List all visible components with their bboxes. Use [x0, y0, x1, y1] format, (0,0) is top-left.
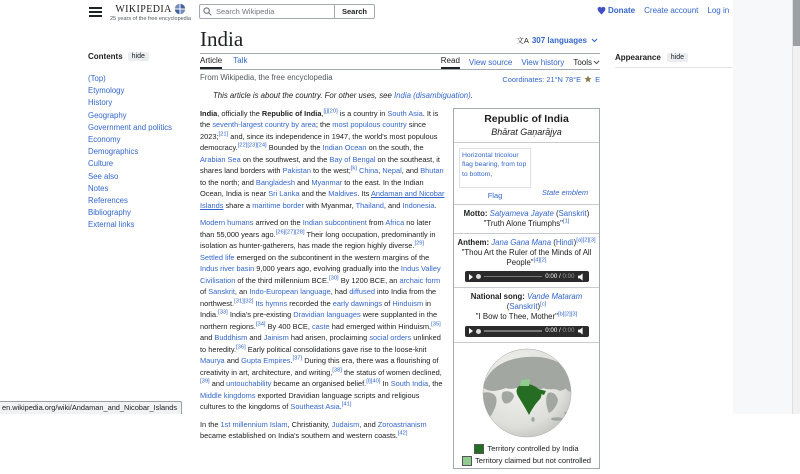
text-run: is a country in — [337, 108, 388, 118]
state-emblem-link[interactable]: State emblem — [541, 187, 589, 197]
text-run: with Myanmar, — [303, 200, 356, 210]
wiki-link[interactable]: most populous country — [332, 120, 407, 129]
wiki-link[interactable]: early dawnings — [332, 298, 383, 308]
wiki-link[interactable]: Middle kingdoms — [200, 390, 256, 400]
wiki-link[interactable]: Gupta Empires — [241, 356, 291, 365]
wiki-link[interactable]: South India — [390, 379, 429, 388]
text-run: ( — [553, 208, 559, 218]
legend-swatch-controlled — [474, 444, 484, 454]
text-run: In — [380, 379, 391, 388]
tools-dropdown[interactable] — [573, 58, 600, 69]
text-run: Motto: — [463, 208, 490, 218]
text-run: and — [200, 333, 215, 342]
contents-hide-button[interactable]: hide — [128, 52, 149, 61]
contents-list — [88, 68, 196, 230]
infobox-title: Republic of India — [484, 112, 569, 125]
reference-link[interactable]: [22][23][24] — [237, 142, 267, 149]
text-run: ) — [573, 237, 577, 247]
reference-link[interactable]: [c] — [540, 301, 547, 308]
volume-icon[interactable] — [578, 273, 585, 281]
wiki-link[interactable]: Hinduism — [392, 298, 424, 308]
wiki-link[interactable]: Dravidian languages — [293, 310, 361, 319]
text-run: and — [224, 356, 242, 365]
languages-count-label: 307 languages — [531, 36, 587, 45]
text-run: 9,000 years ago, evolving gradually into the — [254, 264, 401, 273]
sidebar-item-see-also[interactable]: See also — [88, 171, 119, 181]
reference-link[interactable]: [31][32] — [234, 298, 254, 305]
text-run: , officially the — [217, 108, 262, 118]
wiki-link[interactable]: caste — [311, 321, 330, 331]
text-run: of — [200, 287, 209, 296]
text-run: ) — [586, 208, 590, 218]
reference-link[interactable]: [j][20] — [323, 108, 338, 115]
wiki-link[interactable]: Modern humans — [200, 218, 254, 227]
wiki-link[interactable]: maritime border — [252, 200, 304, 210]
text-run: Early political consolidations gave rise to the loose-knit — [245, 344, 427, 354]
text-run: from — [366, 218, 386, 227]
reference-link[interactable]: [l][40] — [366, 378, 381, 385]
wiki-link[interactable]: Judaism — [331, 419, 360, 429]
reference-link[interactable]: [36] — [236, 344, 246, 351]
wiki-link[interactable]: Indonesia — [402, 200, 435, 210]
text-run: . — [434, 200, 437, 210]
motto-translation — [457, 219, 596, 229]
wiki-link[interactable]: Vande Mataram — [527, 292, 583, 302]
tools-label: Tools — [573, 58, 592, 67]
wiki-link[interactable]: Myanmar — [311, 177, 343, 187]
wiki-link[interactable]: diffused — [349, 287, 375, 296]
text-run: , the — [428, 379, 443, 388]
text-run: Their long occupation, predominantly in isolation as hunter-gatherers, has made the region highly diverse. — [200, 229, 436, 250]
contents-sidebar — [88, 52, 196, 230]
featured-article-star-icon[interactable] — [584, 75, 592, 83]
audio-total-time: 0:00 — [562, 327, 575, 335]
wiki-link[interactable]: Buddhism — [214, 333, 248, 342]
seek-track[interactable] — [484, 276, 543, 278]
text-run: recorded the — [287, 298, 333, 308]
appearance-title: Appearance — [615, 53, 661, 62]
language-icon: 文A — [516, 36, 529, 45]
text-run: into India from the northwest. — [200, 287, 437, 308]
text-run: , had — [330, 287, 350, 296]
text-run: to the west; — [310, 166, 351, 175]
text-run: emerged on the subcontinent in the western margins of the — [234, 252, 430, 262]
map-legend-row — [456, 456, 597, 466]
wiki-link[interactable]: Zoroastrianism — [377, 419, 427, 429]
text-run: . — [290, 356, 293, 365]
reference-link[interactable]: [21] — [218, 131, 229, 138]
tab-read[interactable]: Read — [441, 56, 460, 69]
text-run: became established on India's southern and western coasts. — [200, 431, 398, 440]
wiki-link[interactable]: Indian subcontinent — [302, 218, 367, 227]
top-header — [0, 0, 733, 24]
tab-view-source[interactable]: View source — [468, 58, 513, 67]
sidebar-item-top[interactable]: (Top) — [88, 74, 106, 83]
text-run: In the — [200, 419, 221, 429]
national-song-audio-player[interactable]: 0:00 / 0:00 — [465, 326, 589, 337]
seek-knob[interactable] — [476, 329, 481, 334]
donate-label: Donate — [608, 6, 636, 15]
reference-link[interactable]: [26][27][28] — [275, 229, 305, 236]
search-input[interactable] — [199, 4, 335, 19]
wiki-link[interactable]: Indus Valley Civilisation — [200, 264, 441, 285]
legend-label-controlled: Territory controlled by India — [487, 443, 579, 453]
text-run: share a — [223, 200, 253, 210]
text-run: , and — [383, 200, 403, 210]
wiki-link[interactable]: archaic form — [399, 275, 441, 285]
from-wikipedia-subtitle: From Wikipedia, the free encyclopedia — [200, 73, 333, 82]
wiki-link[interactable]: Sanskrit — [208, 287, 235, 296]
map-legend-row — [456, 444, 597, 454]
text-run: exported Dravidian language scripts and religious cultures to the kingdoms of — [200, 390, 420, 411]
wiki-link[interactable]: Jainism — [263, 333, 289, 342]
text-run: and, since its independence in 1947, the world's most populous democracy. — [200, 131, 438, 152]
wiki-link[interactable]: Nepal — [382, 166, 402, 175]
text-run: "I Bow to Thee, Mother" — [475, 312, 558, 322]
wiki-link[interactable]: South Asia — [387, 108, 423, 118]
donate-link[interactable] — [597, 6, 635, 15]
wiki-link[interactable]: Africa — [385, 218, 405, 227]
flag-caption-link[interactable]: Flag — [487, 190, 503, 200]
wiki-link[interactable]: untouchability — [226, 379, 272, 388]
text-run: on the south, the — [366, 143, 424, 152]
wiki-link[interactable]: Southeast Asia — [290, 402, 340, 411]
page-title: India — [200, 27, 244, 51]
text-run: on the southeast, it shares land borders with — [200, 154, 440, 175]
india-locator-globe[interactable] — [458, 347, 596, 439]
text-run: Anthem: — [457, 237, 492, 247]
text-run: and the — [299, 189, 329, 198]
wiki-link[interactable]: Indian Ocean — [322, 143, 367, 152]
text-run: . — [470, 91, 473, 100]
wiki-link[interactable]: Jana Gana Mana — [491, 237, 552, 247]
play-icon[interactable] — [469, 328, 473, 334]
reference-link[interactable]: [42] — [397, 430, 408, 437]
reference-link[interactable]: [38] — [332, 367, 342, 374]
page-right-margin — [733, 0, 800, 414]
text-run: since 2023; — [200, 120, 426, 141]
flag-image-alt-text[interactable]: Horizontal tricolour flag bearing, from top to bottom, — [459, 148, 531, 188]
audio-total-time: 0:00 — [562, 272, 575, 280]
text-run: and — [294, 177, 312, 187]
wiki-link[interactable]: Islam — [269, 419, 288, 429]
tab-article[interactable]: Article — [200, 56, 222, 69]
legend-label-claimed: Territory claimed but not controlled — [474, 455, 592, 465]
audio-current-time: 0:00 — [545, 327, 558, 335]
sidebar-item-external-links[interactable]: External links — [88, 220, 135, 230]
reference-link[interactable]: [39] — [200, 378, 210, 385]
wiki-link[interactable]: Indo-European language — [249, 287, 331, 296]
text-run: . — [339, 402, 342, 411]
scrollbar-thumb[interactable] — [793, 0, 800, 46]
wiki-link[interactable]: Satyameva Jayate — [489, 208, 554, 218]
text-run: India — [200, 108, 218, 118]
reference-link[interactable]: [41] — [341, 401, 352, 408]
hatnote — [200, 91, 600, 102]
reference-link[interactable]: [37] — [292, 355, 303, 362]
reference-link[interactable]: [33] — [218, 309, 228, 316]
wiki-link[interactable]: seventh-largest country by area — [212, 120, 316, 129]
sidebar-item-economy[interactable]: Economy — [88, 134, 121, 144]
wikipedia-tagline: 25 years of the free encyclopedia — [110, 16, 192, 22]
reference-link[interactable]: [34] — [255, 321, 266, 328]
text-run: "Thou Art the Ruler of the Minds of All People" — [461, 247, 592, 268]
text-run: , — [321, 108, 324, 118]
main-menu-hamburger-icon[interactable] — [89, 7, 102, 18]
volume-icon[interactable] — [578, 327, 585, 335]
text-run: the status of women declined, — [341, 367, 442, 377]
tab-view-history[interactable]: View history — [521, 58, 565, 67]
chevron-down-icon — [593, 60, 600, 65]
contents-title: Contents — [88, 52, 123, 61]
wiki-link[interactable]: Maldives — [328, 189, 358, 198]
text-run: . Its — [357, 189, 371, 198]
text-run: ) — [537, 302, 541, 312]
wiki-link[interactable]: Arabian Sea — [200, 154, 241, 164]
wikipedia-wordmark: WIKIPEDIA — [115, 3, 172, 15]
wiki-link[interactable]: India (disambiguation) — [394, 91, 471, 100]
reference-link[interactable]: [4][2] — [533, 257, 547, 264]
text-run: on the southwest, and the — [240, 154, 330, 164]
wiki-link[interactable]: Sri Lanka — [268, 189, 300, 198]
browser-link-preview: en.wikipedia.org/wiki/Andaman_and_Nicobar_Islands — [0, 401, 182, 414]
sidebar-item-geography[interactable]: Geography — [88, 110, 127, 120]
wiki-link[interactable]: Sanskrit — [558, 208, 587, 218]
text-run: unlinked to heredity. — [200, 333, 441, 354]
create-account-link[interactable]: Create account — [644, 6, 699, 15]
text-run: "Truth Alone Triumphs" — [483, 218, 563, 228]
wiki-link[interactable]: Hindi — [555, 237, 574, 247]
sidebar-item-culture[interactable]: Culture — [88, 159, 114, 169]
national-song-translation — [457, 312, 596, 322]
text-run: , an — [234, 287, 250, 296]
text-run: ( — [506, 302, 510, 312]
text-run: National song: — [470, 292, 528, 302]
anthem-audio-player[interactable]: 0:00 / 0:00 — [465, 271, 589, 282]
text-run: By 1200 BCE, an — [338, 275, 400, 285]
text-run: in India. — [200, 298, 431, 319]
reference-link[interactable]: [35] — [431, 321, 441, 328]
text-run: This article is about the country. For other uses, see — [213, 91, 394, 100]
seek-track[interactable] — [484, 330, 543, 332]
text-run: to the north; and — [200, 177, 256, 187]
coordinates-link[interactable]: Coordinates: 21°N 78°E — [502, 74, 582, 84]
country-infobox — [453, 108, 600, 469]
text-run: , — [378, 166, 383, 175]
text-run: no later than 55,000 years ago. — [200, 218, 431, 239]
text-run: arrived on the — [253, 218, 303, 227]
text-run: India's pre-existing — [227, 310, 294, 319]
text-run: became an organised belief. — [271, 379, 367, 388]
reference-link[interactable]: [29] — [414, 240, 425, 247]
text-run: had arisen, proclaiming — [288, 333, 370, 342]
text-run: had emerged within Hinduism, — [329, 321, 432, 331]
login-link[interactable]: Log in — [707, 6, 730, 15]
sidebar-item-government-and-politics[interactable]: Government and politics — [88, 122, 173, 132]
wiki-link[interactable]: Bangladesh — [255, 177, 295, 187]
browser-scrollbar[interactable] — [792, 0, 800, 414]
sidebar-item-references[interactable]: References — [88, 195, 128, 205]
text-run: and — [247, 333, 264, 342]
wiki-link[interactable]: Settled life — [200, 252, 235, 262]
legend-swatch-claimed — [462, 456, 472, 466]
reference-link[interactable]: [k] — [350, 165, 357, 172]
wikipedia-logo[interactable] — [110, 3, 191, 22]
languages-dropdown[interactable] — [516, 35, 598, 46]
search-icon — [203, 7, 212, 16]
wiki-link[interactable]: Indus river basin — [200, 264, 255, 273]
text-run: ; the — [315, 120, 333, 129]
search-bar — [199, 4, 375, 19]
text-run: By 400 BCE, — [265, 321, 312, 331]
text-run: , and — [401, 166, 421, 175]
text-run: of the third millennium BCE. — [235, 275, 329, 285]
wiki-link[interactable]: Andaman and Nicobar Islands — [200, 189, 445, 210]
reference-link[interactable]: [b][2][3] — [557, 311, 578, 318]
reference-link[interactable]: [30] — [328, 275, 339, 282]
text-run: During this era, there was a flourishing of creativity in art, architecture, and writing, — [200, 356, 439, 377]
wiki-link[interactable]: Bhutan — [420, 166, 444, 175]
anthem-translation — [457, 248, 596, 268]
wiki-link[interactable]: Maurya — [200, 356, 225, 365]
wiki-link[interactable]: Bay of Bengal — [329, 154, 376, 164]
sidebar-item-demographics[interactable]: Demographics — [88, 147, 139, 157]
sidebar-item-etymology[interactable]: Etymology — [88, 86, 125, 96]
wiki-link[interactable]: social orders — [369, 333, 412, 342]
heart-icon — [597, 6, 606, 15]
seek-knob[interactable] — [476, 274, 481, 279]
text-run: of — [382, 298, 393, 308]
chevron-down-icon — [591, 38, 598, 43]
wikipedia-puzzle-globe-icon — [174, 3, 186, 15]
wiki-link[interactable]: Its hymns — [255, 298, 288, 308]
reference-link[interactable]: [a][2][3] — [576, 237, 596, 244]
motto-line — [457, 209, 596, 219]
audio-current-time: 0:00 — [545, 272, 558, 280]
text-run: were supplanted in the northern regions. — [200, 310, 438, 331]
page-protection-alt-text: E — [595, 74, 600, 84]
wiki-link[interactable]: Pakistan — [282, 166, 311, 175]
text-run: . It is the — [200, 108, 439, 129]
national-song-line — [457, 292, 596, 312]
wiki-link[interactable]: Thailand — [355, 200, 384, 210]
search-button[interactable]: Search — [334, 4, 375, 19]
text-run: Republic of India — [261, 108, 322, 118]
text-run: , and — [359, 419, 378, 429]
reference-link[interactable]: [1] — [562, 218, 570, 225]
text-run: Bounded by the — [266, 143, 323, 152]
tab-talk[interactable]: Talk — [233, 56, 248, 65]
wiki-link[interactable]: 1st millennium — [220, 419, 268, 429]
sidebar-item-bibliography[interactable]: Bibliography — [88, 208, 131, 218]
appearance-panel — [615, 53, 733, 68]
text-run: ( — [551, 237, 556, 247]
wiki-link[interactable]: China — [358, 166, 379, 175]
wiki-link[interactable]: Sanskrit — [509, 302, 538, 312]
text-run: , Christianity, — [287, 419, 332, 429]
article-tab-bar — [200, 54, 600, 70]
text-run: and — [209, 379, 227, 388]
infobox-native-name: Bhārat Gaṇarājya — [491, 127, 562, 138]
play-icon[interactable] — [469, 274, 473, 280]
anthem-line — [457, 238, 596, 248]
text-run: to the east. In the Indian Ocean, India is near — [200, 177, 424, 198]
article-content — [200, 27, 600, 474]
appearance-hide-button[interactable]: hide — [667, 53, 688, 62]
sidebar-item-history[interactable]: History — [88, 98, 113, 108]
sidebar-item-notes[interactable]: Notes — [88, 183, 109, 193]
